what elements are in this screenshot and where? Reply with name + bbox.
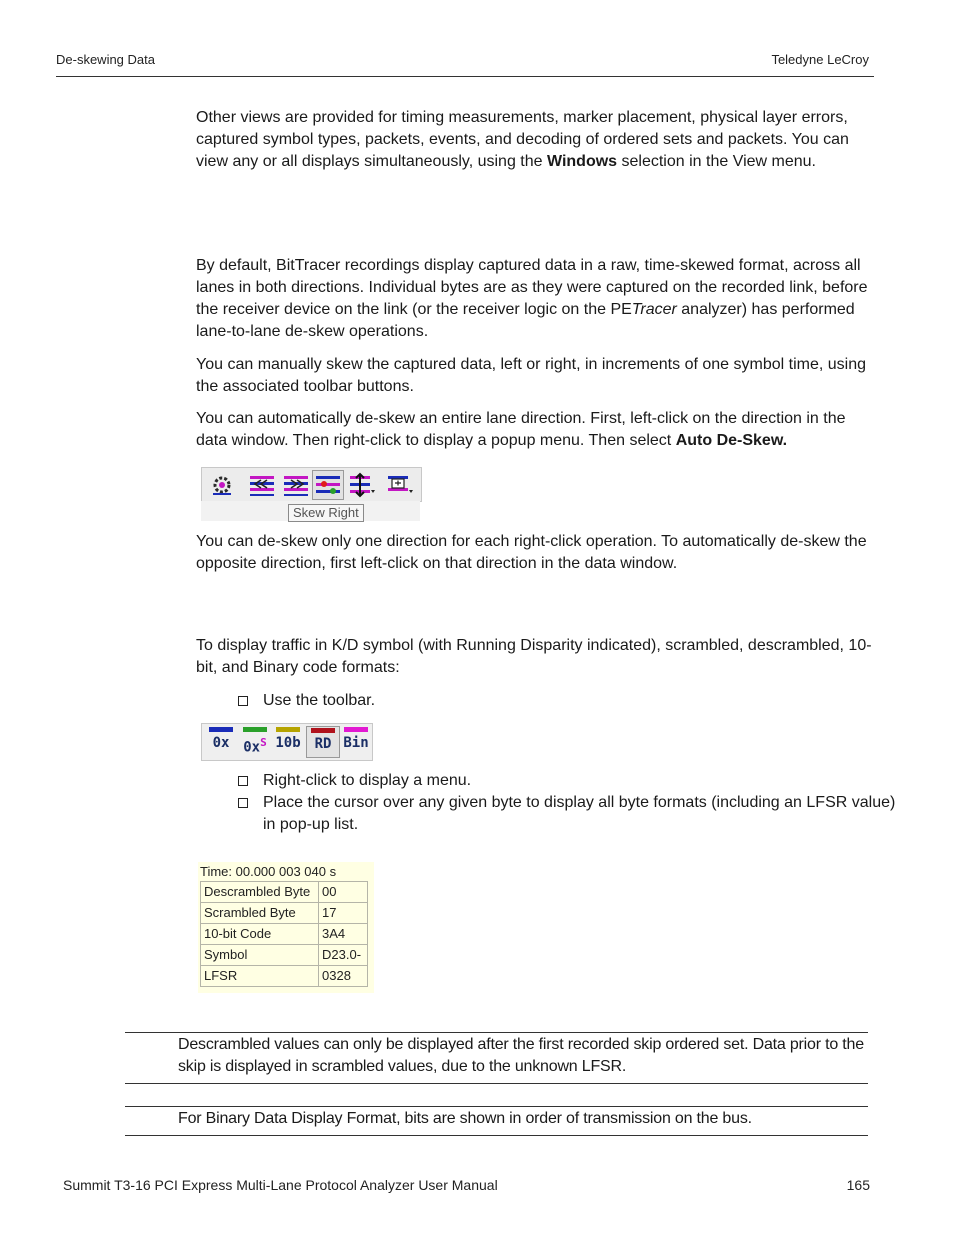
paragraph-display-formats: To display traffic in K/D symbol (with Running Disparity indicated), scrambled, descrambled, 10-bit, and Binary code formats: (196, 637, 872, 676)
binary-format-button[interactable]: Bin (340, 726, 372, 756)
lane-height-icon[interactable] (346, 470, 378, 500)
checkbox-bullet-icon (238, 798, 248, 808)
skew-left-icon[interactable] (246, 470, 278, 500)
page-number: 165 (846, 1177, 870, 1193)
bullet-use-toolbar: Use the toolbar. (238, 690, 903, 712)
note-rule-bottom (125, 1083, 868, 1084)
note-binary-format: For Binary Data Display Format, bits are shown in order of transmission on the bus. (178, 1110, 752, 1127)
checkbox-bullet-icon (238, 696, 248, 706)
footer-manual-title: Summit T3-16 PCI Express Multi-Lane Protocol Analyzer User Manual (63, 1177, 498, 1193)
scrambled-format-tag-icon (243, 727, 267, 732)
hex-format-tag-icon (209, 727, 233, 732)
paragraph-auto-deskew: You can automatically de-skew an entire lane direction. First, left-click on the direction in the data window. Then right-click to display a popup menu. Then select Auto De-Skew. (196, 410, 846, 449)
lane-zoom-icon[interactable] (384, 470, 416, 500)
auto-deskew-icon[interactable] (312, 470, 344, 500)
note-rule-top (125, 1106, 868, 1107)
scrambled-hex-format-button[interactable]: $0x^S$ (239, 726, 271, 756)
table-row: 10-bit Code 3A4 (201, 924, 368, 945)
skew-right-icon[interactable] (280, 470, 312, 500)
checkbox-bullet-icon (238, 776, 248, 786)
running-header-company: Teledyne LeCroy (771, 52, 869, 67)
note-rule-top (125, 1032, 868, 1033)
table-row: Descrambled Byte 00 (201, 882, 368, 903)
paragraph-manual-skew: You can manually skew the captured data, left or right, in increments of one symbol time, using the associated toolbar buttons. (196, 356, 866, 395)
hex-format-button[interactable]: 0x (205, 726, 237, 756)
note-rule-bottom (125, 1135, 868, 1136)
paragraph-deskew-direction: You can de-skew only one direction for each right-click operation. To automatically de-skew the opposite direction, first left-click on that direction in the data window. (196, 533, 867, 572)
ten-bit-format-tag-icon (276, 727, 300, 732)
ten-bit-format-button[interactable]: 10b (272, 726, 304, 756)
byte-format-table (200, 881, 368, 987)
paragraph-other-views: Other views are provided for timing measurements, marker placement, physical layer errors, captured symbol types, packets, events, and decoding of ordered sets and packets. You can view any or all displays simultaneously, using the Windows selection in the View menu. (196, 109, 849, 170)
skew-toolbar (201, 467, 422, 502)
popup-time: Time: 00.000 003 040 s (200, 864, 337, 879)
format-toolbar (201, 723, 373, 761)
table-row: LFSR 0328 (201, 966, 368, 987)
bullet-right-click: Right-click to display a menu. (238, 770, 903, 792)
table-row: Symbol D23.0- (201, 945, 368, 966)
bullet-cursor-hover: Place the cursor over any given byte to display all byte formats (including an LFSR value) in pop-up list. (238, 792, 903, 836)
header-rule (56, 76, 874, 77)
running-disparity-tag-icon (311, 728, 335, 733)
note-descrambled: Descrambled values can only be displayed after the first recorded skip ordered set. Data prior to the skip is displayed in scrambled values, due to the unknown LFSR. (178, 1036, 864, 1075)
binary-format-tag-icon (344, 727, 368, 732)
running-header-title: De-skewing Data (56, 52, 155, 67)
paragraph-default-skew: By default, BitTracer recordings display captured data in a raw, time-skewed format, across all lanes in both directions. Individual bytes are as they were captured on the recorded link, before the receiver device on the link (or the receiver logic on the PETracer analyzer) has performed lane-to-lane de-skew operations. (196, 257, 868, 340)
skew-right-tooltip: Skew Right (288, 504, 364, 522)
running-disparity-button[interactable]: RD (306, 726, 340, 758)
table-row: Scrambled Byte 17 (201, 903, 368, 924)
lane-settings-icon[interactable] (206, 470, 238, 500)
byte-format-popup (198, 862, 374, 993)
